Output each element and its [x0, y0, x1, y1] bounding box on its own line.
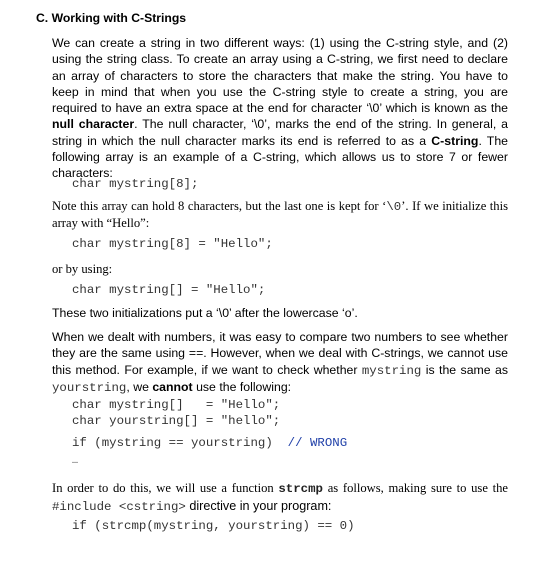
comparison-text-3: , we — [126, 379, 153, 394]
null-character-term: null character — [52, 117, 135, 132]
intro-paragraph — [52, 35, 508, 182]
comparison-paragraph — [52, 329, 508, 396]
strcmp-text-3: directive in your program: — [185, 499, 332, 513]
code-declaration: char mystring[8]; — [72, 177, 199, 191]
cannot-emphasis: cannot — [152, 379, 193, 394]
section-heading: C. Working with C-Strings — [36, 11, 187, 25]
yourstring-inline: yourstring — [52, 380, 127, 395]
strcmp-inline: strcmp — [278, 482, 323, 496]
initializations-text: These two initializations put a ‘\0’ after the lowercase ‘o’. — [52, 306, 358, 320]
or-by-using-text: or by using: — [52, 262, 113, 276]
comparison-text-2: is the same as — [421, 362, 509, 377]
note-text-1: Note this array can hold 8 characters, but the last one is kept for ‘ — [52, 199, 387, 213]
note-text-2: ’. If we initialize this array with “Hello”: — [52, 199, 509, 230]
ellipsis: … — [72, 456, 79, 467]
mystring-inline: mystring — [361, 363, 422, 378]
intro-text-2: . The null character, ‘\0’, marks the end of the string. In general, a string in which the null character marks its end is referred to as a — [52, 117, 508, 148]
c-string-term: C-string — [431, 133, 479, 148]
code-wrong-comparison — [72, 436, 347, 450]
strcmp-text-1: In order to do this, we will use a function — [52, 481, 279, 495]
comparison-text-1: When we dealt with numbers, it was easy to compare two numbers to see whether they are the same using ==. However, when we deal with C-strings, we cannot use this method. For example, if we want to check whether — [52, 330, 508, 377]
strcmp-text-2: as follows, making sure to use the — [323, 481, 509, 495]
strcmp-paragraph — [52, 480, 508, 516]
code-yourstring-decl: char yourstring[] = "hello"; — [72, 414, 281, 428]
wrong-comment: // WRONG — [287, 436, 348, 450]
intro-text-3: . The following array is an example of a C-string, which allows us to store 7 or fewer characters: — [52, 133, 508, 181]
initializations-paragraph — [52, 305, 508, 321]
null-char-literal: \0 — [386, 200, 402, 214]
code-init-sized: char mystring[8] = "Hello"; — [72, 237, 273, 251]
code-mystring-decl: char mystring[] = "Hello"; — [72, 398, 281, 412]
intro-text-1: We can create a string in two different ways: (1) using the C-string style, and (2) using the string class. To create an array using a C-string, we first need to declare an array of characters to store the characters that make the string. You have to keep in mind that when you use the C-string style to create a string, you are required to have an extra space at the end for character ‘\0’ which is known as the — [52, 36, 508, 116]
code-init-unsized: char mystring[] = "Hello"; — [72, 283, 266, 297]
note-paragraph — [52, 198, 508, 231]
code-strcmp-call: if (strcmp(mystring, yourstring) == 0) — [72, 519, 355, 533]
comparison-text-4: use the following: — [192, 379, 292, 394]
comparison-statement: if (mystring == yourstring) — [72, 436, 288, 450]
include-directive-inline: #include <cstring> — [52, 500, 186, 514]
